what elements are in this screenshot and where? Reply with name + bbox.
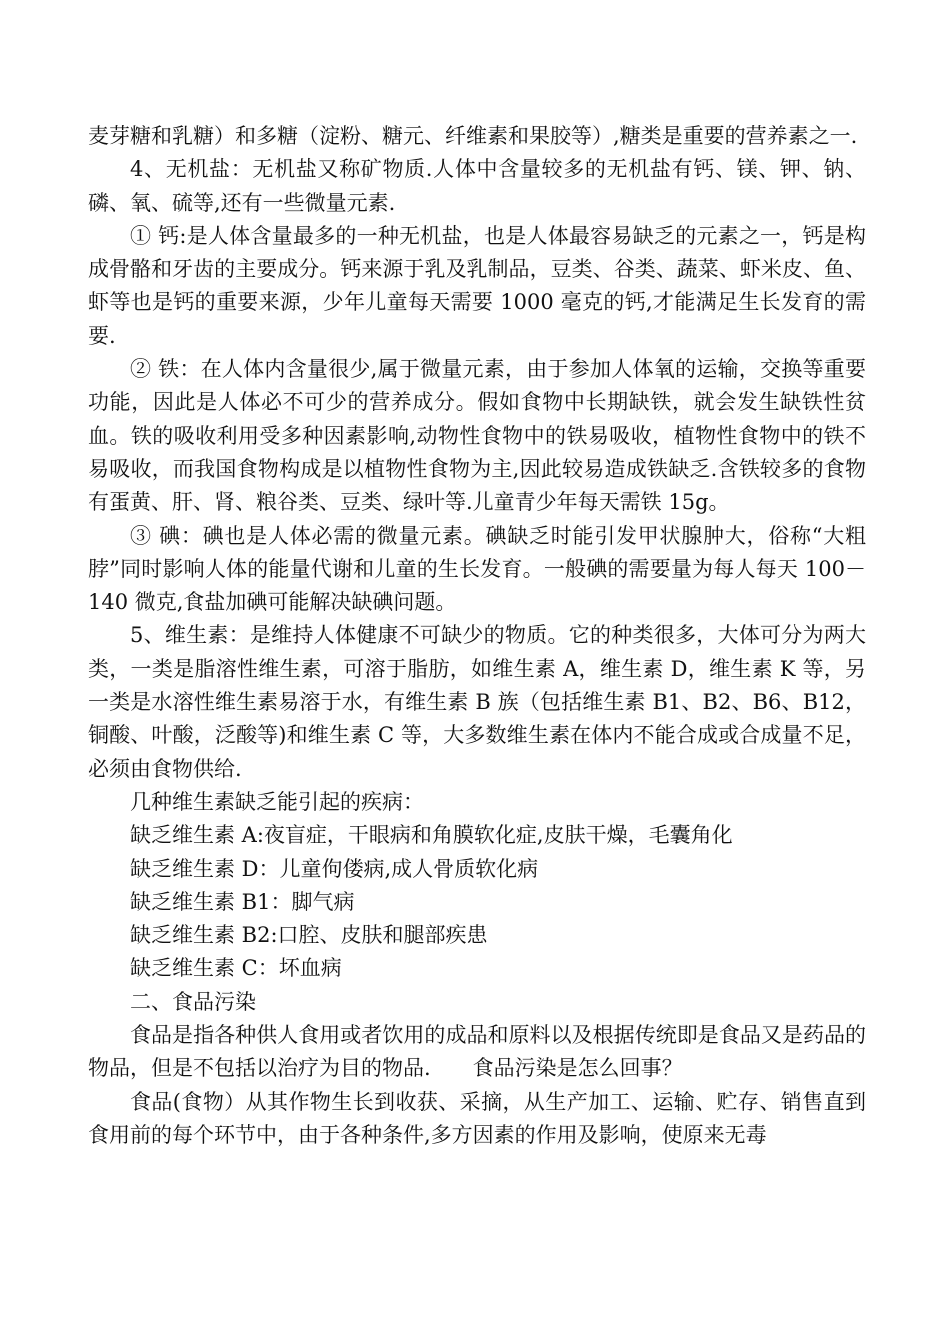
paragraph-sugar-continued: 麦芽糖和乳糖）和多糖（淀粉、糖元、纤维素和果胶等）,糖类是重要的营养素之一. [88,124,858,148]
section-heading-food-pollution: 二、食品污染 [130,989,256,1014]
paragraph-iron: ② 铁：在人体内含量很少,属于微量元素，由于参加人体氧的运输，交换等重要功能，因此是人体必不可少的营养成分。假如食物中长期缺铁，就会发生缺铁性贫血。铁的吸收利用受多种因素影响,动物性食物中的铁易吸收，植物性食物中的铁不易吸收，而我国食物构成是以植物性食物为主,因此较易造成铁缺乏.含铁较多的食物有蛋黄、肝、肾、粮谷类、豆类、绿叶等.儿童青少年每天需铁 15g。 [88,357,866,515]
paragraph-inorganic-salt: 4、无机盐：无机盐又称矿物质.人体中含量较多的无机盐有钙、镁、钾、钠、磷、氧、硫等,还有一些微量元素. [88,157,866,215]
list-item: 缺乏维生素 B2:口腔、皮肤和腿部疾患 [130,923,488,948]
paragraph-iodine: ③ 碘：碘也是人体必需的微量元素。碘缺乏时能引发甲状腺肿大，俗称“大粗脖”同时影响人体的能量代谢和儿童的生长发育。一般碘的需要量为每人每天 100－140 微克,食盐加碘可能解决缺碘问题。 [88,523,866,615]
list-item: 缺乏维生素 D：儿童佝偻病,成人骨质软化病 [130,856,539,881]
list-item: 缺乏维生素 C：坏血病 [130,956,342,981]
list-item: 缺乏维生素 A:夜盲症，干眼病和角膜软化症,皮肤干燥，毛囊角化 [130,823,733,848]
vitamin-deficiency-list [88,786,866,986]
list-item: 缺乏维生素 B1：脚气病 [130,889,355,914]
paragraph-food-contamination: 食品(食物）从其作物生长到收获、采摘，从生产加工、运输、贮存、销售直到食用前的每个环节中，由于各种条件,多方因素的作用及影响，使原来无毒 [88,1089,866,1147]
document-body [88,120,866,1152]
vitamin-list-heading: 几种维生素缺乏能引起的疾病： [130,789,424,814]
paragraph-food-definition: 食品是指各种供人食用或者饮用的成品和原料以及根据传统即是食品又是药品的物品，但是不包括以治疗为目的物品. 食品污染是怎么回事？ [88,1023,866,1081]
paragraph-calcium: ① 钙:是人体含量最多的一种无机盐，也是人体最容易缺乏的元素之一，钙是构成骨骼和牙齿的主要成分。钙来源于乳及乳制品，豆类、谷类、蔬菜、虾米皮、鱼、虾等也是钙的重要来源，少年儿童每天需要 1000 毫克的钙,才能满足生长发育的需要. [88,223,866,348]
paragraph-vitamins: 5、维生素：是维持人体健康不可缺少的物质。它的种类很多，大体可分为两大类，一类是脂溶性维生素，可溶于脂肪，如维生素 A，维生素 D，维生素 K 等，另一类是水溶性维生素易溶于水，有维生素 B 族（包括维生素 B1、B2、B6、B12，铜酸、叶酸，泛酸等)和维生素 C 等，大多数维生素在体内不能合成或合成量不足，必须由食物供给. [88,623,866,781]
